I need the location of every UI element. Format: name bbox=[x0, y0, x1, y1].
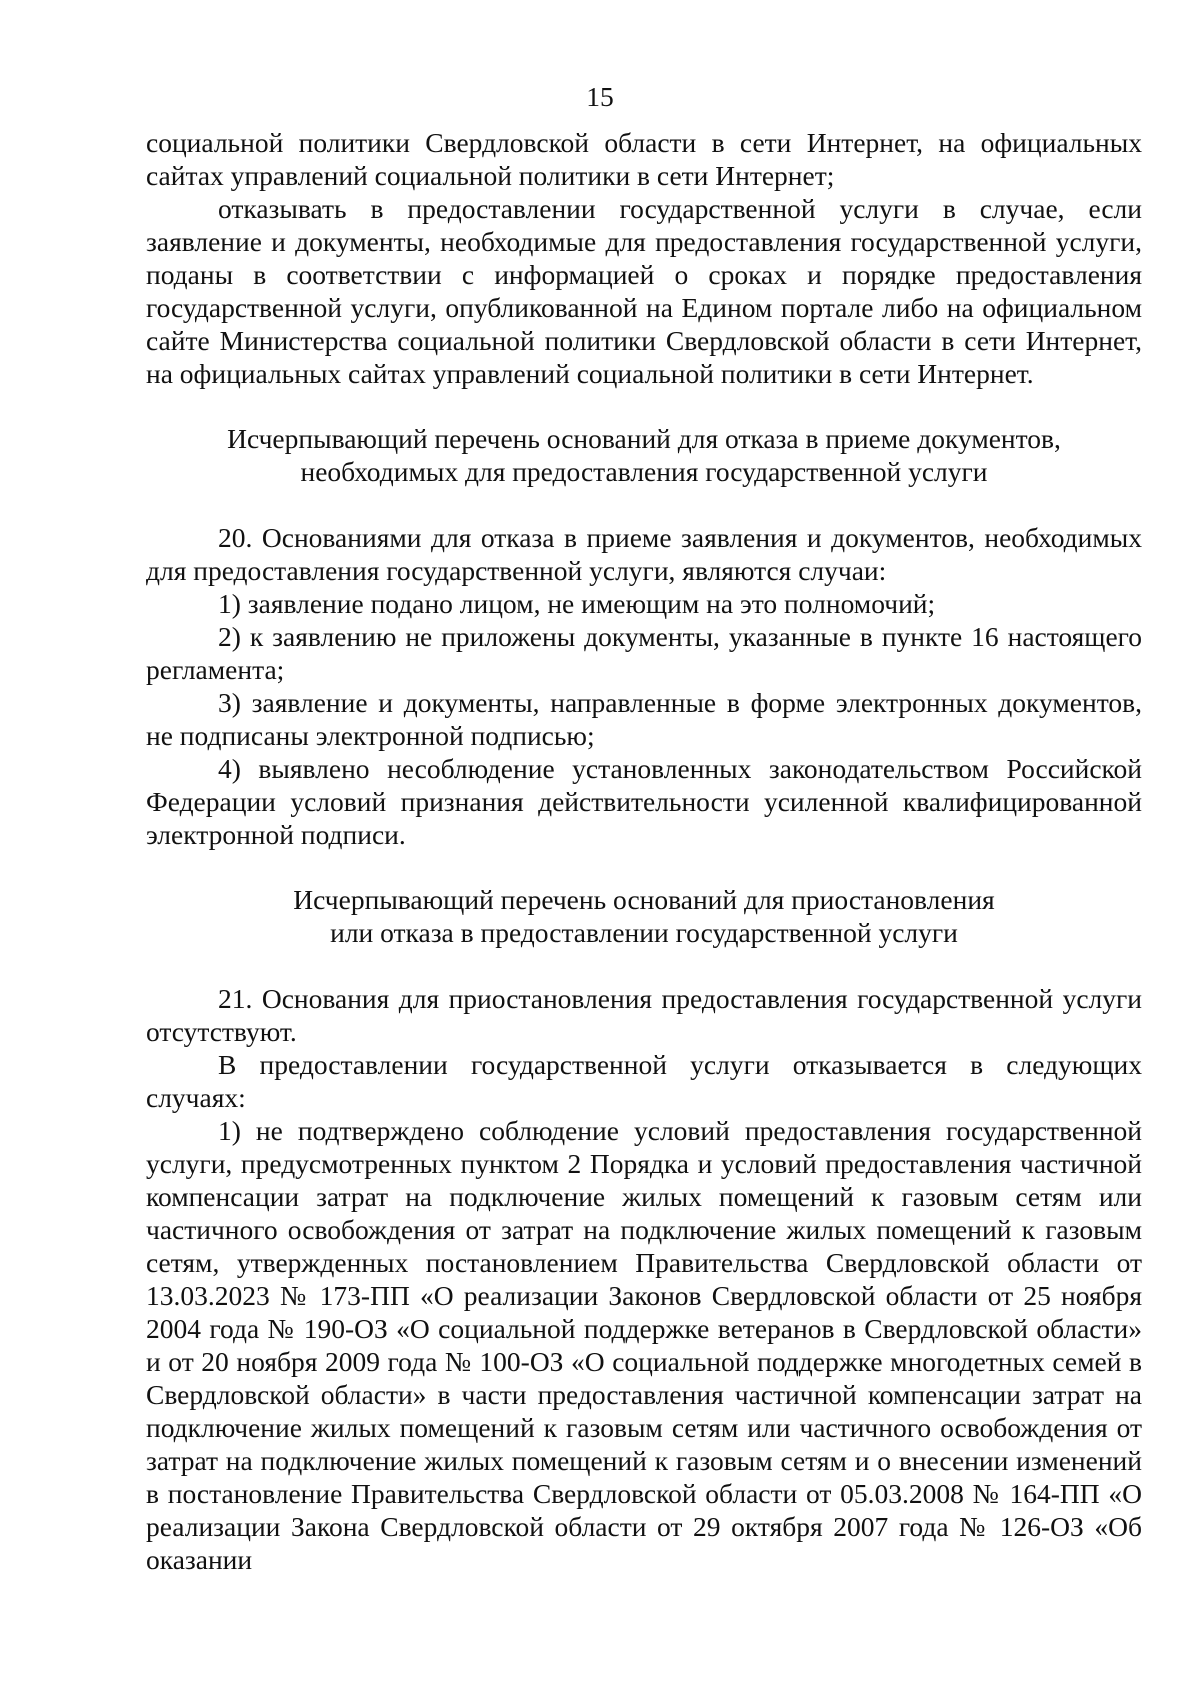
section-heading-line: Исчерпывающий перечень оснований для отказа в приеме документов, bbox=[227, 423, 1061, 454]
section-heading-suspension-refusal bbox=[206, 883, 1082, 949]
list-item-21-1: 1) не подтверждено соблюдение условий предоставления государственной услуги, предусмотренных пунктом 2 Порядка и условий предоставления частичной компенсации затрат на подключение жилых помещений к газовым сетям или частичного освобождения от затрат на подключение жилых помещений к газовым сетям, утвержденных постановлением Правительства Свердловской области от 13.03.2023 № 173-ПП «О реализации Законов Свердловской области от 25 ноября 2004 года № 190-ОЗ «О социальной поддержке ветеранов в Свердловской области» и от 20 ноября 2009 года № 100-ОЗ «О социальной поддержке многодетных семей в Свердловской области» в части предоставления частичной компенсации затрат на подключение жилых помещений к газовым сетям или частичного освобождения от затрат на подключение жилых помещений к газовым сетям и о внесении изменений в постановление Правительства Свердловской области от 05.03.2008 № 164-ПП «О реализации Закона Свердловской области от 29 октября 2007 года № 126-ОЗ «Об оказании bbox=[146, 1115, 1142, 1575]
list-item-20-1: 1) заявление подано лицом, не имеющим на это полномочий; bbox=[218, 588, 936, 619]
section-heading-line: Исчерпывающий перечень оснований для приостановления bbox=[293, 884, 995, 915]
document-body bbox=[146, 126, 1142, 1576]
paragraph-21: 21. Основания для приостановления предоставления государственной услуги отсутствуют. bbox=[146, 983, 1142, 1047]
paragraph-continuation: социальной политики Свердловской области в сети Интернет, на официальных сайтах управлений социальной политики в сети Интернет; bbox=[146, 127, 1142, 191]
paragraph-20-intro: 20. Основаниями для отказа в приеме заявления и документов, необходимых для предоставления государственной услуги, являются случаи: bbox=[146, 522, 1142, 586]
paragraph-refusal-cases: В предоставлении государственной услуги отказывается в следующих случаях: bbox=[146, 1049, 1142, 1113]
paragraph-refusal-info: отказывать в предоставлении государственной услуги в случае, если заявление и документы, необходимые для предоставления государственной услуги, поданы в соответствии с информацией о сроках и порядке предоставления государственной услуги, опубликованной на Едином портале либо на официальном сайте Министерства социальной политики Свердловской области в сети Интернет, на официальных сайтах управлений социальной политики в сети Интернет. bbox=[146, 193, 1142, 389]
section-heading-refusal-documents bbox=[206, 422, 1082, 488]
page-number: 15 bbox=[586, 81, 614, 112]
list-item-20-3: 3) заявление и документы, направленные в форме электронных документов, не подписаны электронной подписью; bbox=[146, 687, 1142, 751]
section-heading-line: необходимых для предоставления государственной услуги bbox=[300, 456, 988, 487]
list-item-20-2: 2) к заявлению не приложены документы, указанные в пункте 16 настоящего регламента; bbox=[146, 621, 1142, 685]
section-heading-line: или отказа в предоставлении государственной услуги bbox=[330, 917, 958, 948]
list-item-20-4: 4) выявлено несоблюдение установленных законодательством Российской Федерации условий признания действительности усиленной квалифицированной электронной подписи. bbox=[146, 753, 1142, 850]
